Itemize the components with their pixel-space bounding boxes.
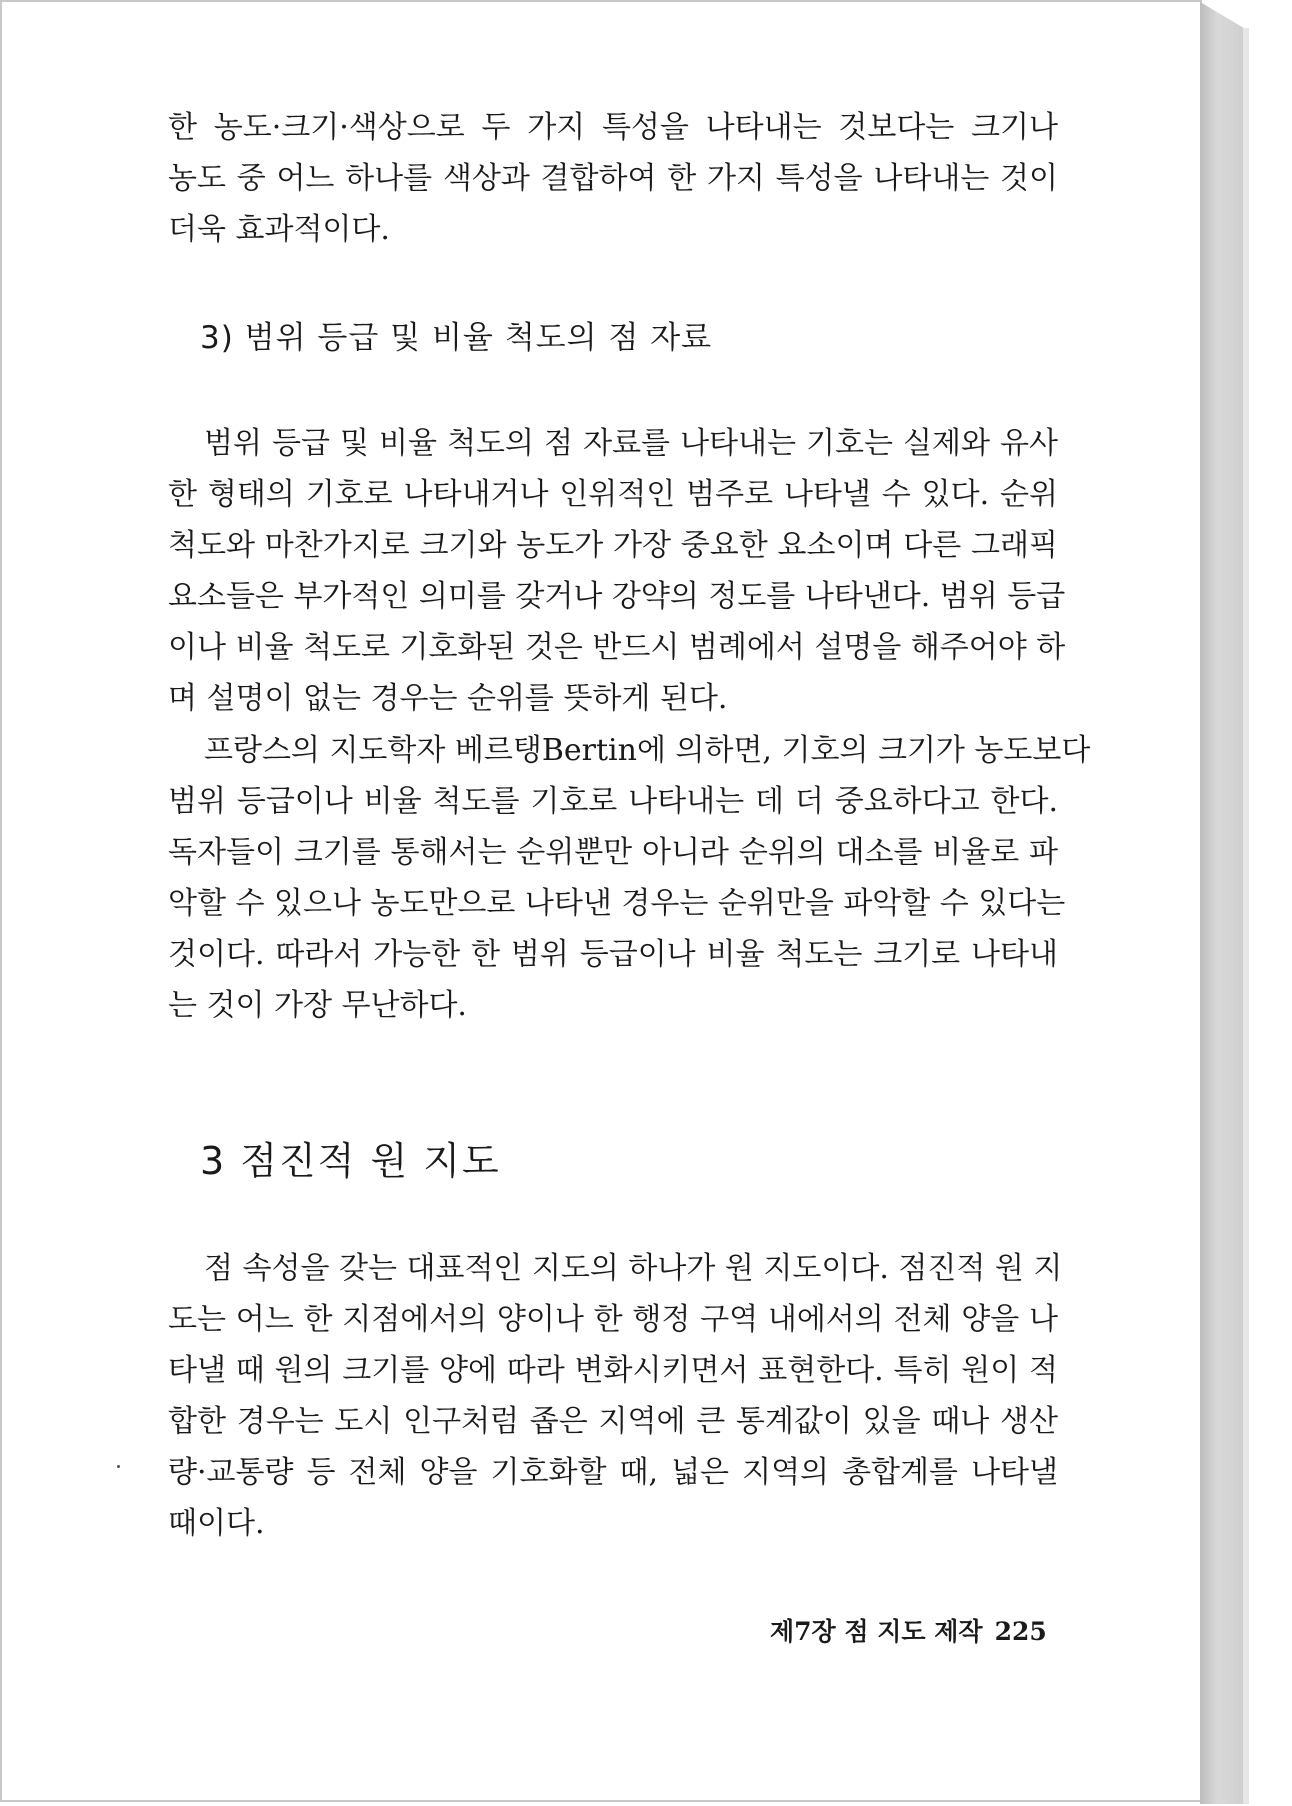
text-line: 는 것이 가장 무난하다. xyxy=(168,988,467,1023)
text-line: 타낼 때 원의 크기를 양에 따라 변화시키면서 표현한다. 특히 원이 적 xyxy=(168,1353,1058,1388)
text-line: 한 농도·크기·색상으로 두 가지 특성을 나타내는 것보다는 크기나 xyxy=(168,110,1058,145)
intro-paragraph xyxy=(168,102,1058,255)
text-line: 한 형태의 기호로 나타내거나 인위적인 범주로 나타낼 수 있다. 순위 xyxy=(168,477,1058,512)
running-footer-chapter: 제7장 점 지도 제작 xyxy=(770,1617,983,1646)
text-line: 도는 어느 한 지점에서의 양이나 한 행정 구역 내에서의 전체 양을 나 xyxy=(168,1302,1058,1337)
text-line: 프랑스의 지도학자 베르탱Bertin에 의하면, 기호의 크기가 농도보다 xyxy=(204,733,1091,768)
section-heading: 3 점진적 원 지도 xyxy=(200,1139,501,1183)
text-line: 때이다. xyxy=(168,1506,265,1541)
text-line: 것이다. 따라서 가능한 한 범위 등급이나 비율 척도는 크기로 나타내 xyxy=(168,937,1058,972)
paragraph-range-ratio xyxy=(168,418,1066,724)
paragraph-bertin xyxy=(168,725,1091,1031)
text-line: 척도와 마찬가지로 크기와 농도가 가장 중요한 요소이며 다른 그래픽 xyxy=(168,528,1058,563)
scan-speck xyxy=(117,1465,120,1468)
text-line: 요소들은 부가적인 의미를 갖거나 강약의 정도를 나타낸다. 범위 등급 xyxy=(168,579,1066,614)
text-line: 합한 경우는 도시 인구처럼 좁은 지역에 큰 통계값이 있을 때나 생산 xyxy=(168,1404,1058,1439)
text-line: 량·교통량 등 전체 양을 기호화할 때, 넓은 지역의 총합계를 나타낼 xyxy=(168,1455,1058,1490)
page-stack-edge xyxy=(1200,2,1244,1804)
text-line: 악할 수 있으나 농도만으로 나타낸 경우는 순위만을 파악할 수 있다는 xyxy=(168,886,1066,921)
page-edge-shadow xyxy=(1243,28,1249,1804)
text-line: 점 속성을 갖는 대표적인 지도의 하나가 원 지도이다. 점진적 원 지 xyxy=(204,1251,1063,1286)
text-line: 농도 중 어느 하나를 색상과 결합하여 한 가지 특성을 나타내는 것이 xyxy=(168,161,1058,196)
page-number: 225 xyxy=(994,1617,1047,1646)
text-line: 이나 비율 척도로 기호화된 것은 반드시 범례에서 설명을 해주어야 하 xyxy=(168,630,1066,665)
text-line: 더욱 효과적이다. xyxy=(168,212,390,247)
text-line: 며 설명이 없는 경우는 순위를 뜻하게 된다. xyxy=(168,681,728,716)
text-line: 범위 등급이나 비율 척도를 기호로 나타내는 데 더 중요하다고 한다. xyxy=(168,784,1058,819)
subsection-heading: 3) 범위 등급 및 비율 척도의 점 자료 xyxy=(200,320,713,356)
text-line: 범위 등급 및 비율 척도의 점 자료를 나타내는 기호는 실제와 유사 xyxy=(204,426,1058,461)
text-line: 독자들이 크기를 통해서는 순위뿐만 아니라 순위의 대소를 비율로 파 xyxy=(168,835,1058,870)
page-footer xyxy=(770,1612,1047,1648)
paragraph-circle-map xyxy=(168,1243,1063,1549)
